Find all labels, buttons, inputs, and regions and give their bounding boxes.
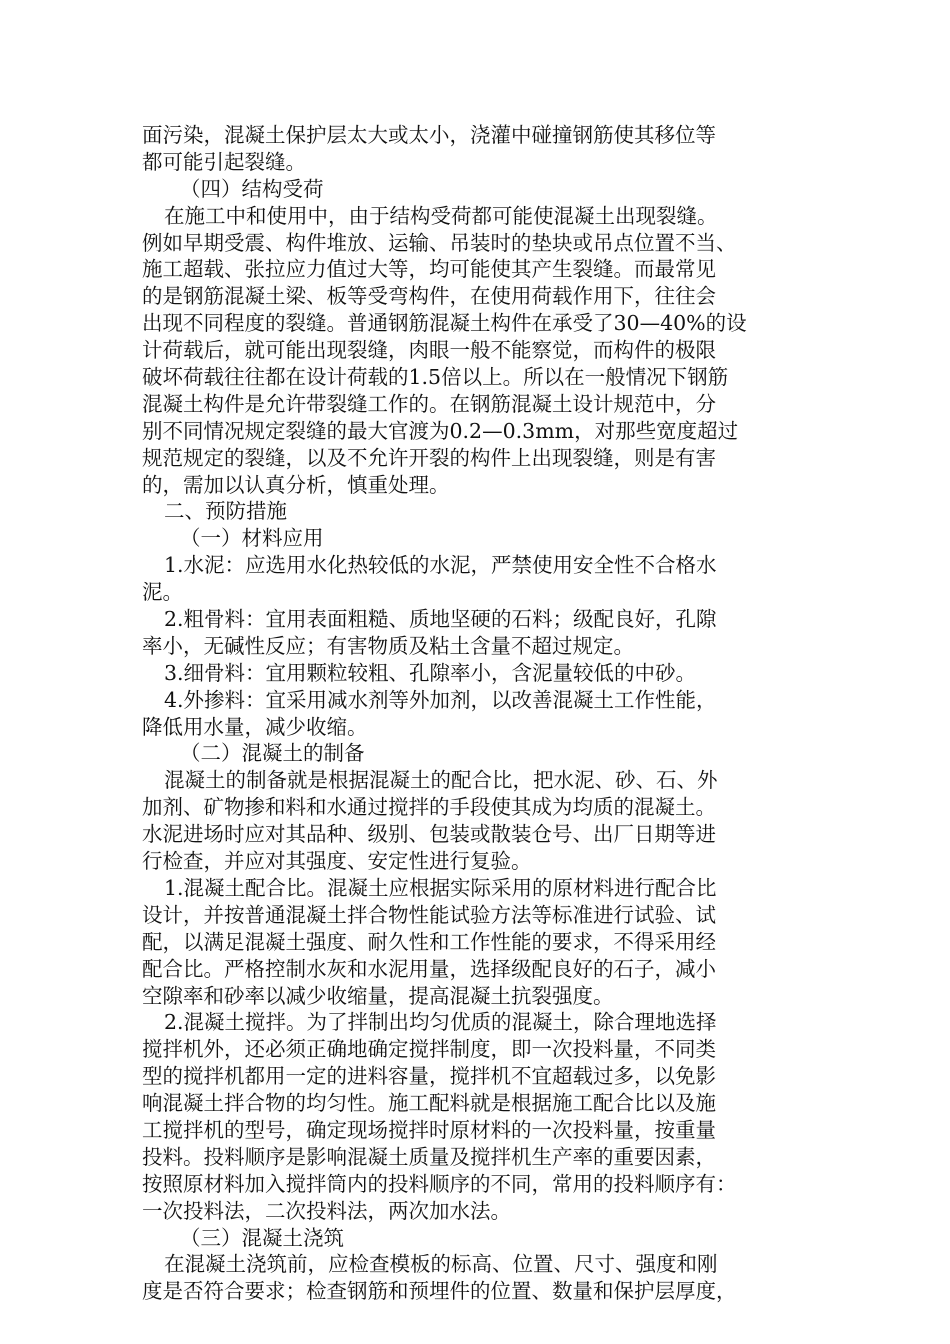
text-line: 施工超载、张拉应力值过大等，均可能使其产生裂缝。而最常见 bbox=[142, 257, 716, 282]
text-line: 的，需加以认真分析，慎重处理。 bbox=[142, 472, 450, 497]
section-heading: （二）混凝土的制备 bbox=[180, 741, 365, 766]
text-line: 配合比。严格控制水灰和水泥用量，选择级配良好的石子，减小 bbox=[142, 956, 716, 981]
text-line: 投料。投料顺序是影响混凝土质量及搅拌机生产率的重要因素， bbox=[142, 1144, 716, 1169]
text-line: 度是否符合要求；检查钢筋和预埋件的位置、数量和保护层厚度， bbox=[142, 1279, 737, 1304]
text-line: 别不同情况规定裂缝的最大官渡为0.2—0.3mm，对那些宽度超过 bbox=[142, 418, 739, 443]
text-line: 1.水泥：应选用水化热较低的水泥，严禁使用安全性不合格水 bbox=[164, 553, 717, 578]
text-line: 出现不同程度的裂缝。普通钢筋混凝土构件在承受了30—40%的设 bbox=[142, 311, 747, 336]
text-line: 3.细骨料：宜用颗粒较粗、孔隙率小，含泥量较低的中砂。 bbox=[164, 660, 697, 685]
text-line: 的是钢筋混凝土梁、板等受弯构件，在使用荷载作用下，往往会 bbox=[142, 284, 716, 309]
text-line: 配，以满足混凝土强度、耐久性和工作性能的要求，不得采用经 bbox=[142, 929, 716, 954]
text-line: 按照原材料加入搅拌筒内的投料顺序的不同，常用的投料顺序有： bbox=[142, 1171, 737, 1196]
text-line: 在施工中和使用中，由于结构受荷都可能使混凝土出现裂缝。 bbox=[164, 203, 718, 228]
document-body bbox=[142, 122, 802, 1305]
text-line: 设计，并按普通混凝土拌合物性能试验方法等标准进行试验、试 bbox=[142, 902, 716, 927]
text-line: 2.粗骨料：宜用表面粗糙、质地坚硬的石料；级配良好，孔隙 bbox=[164, 607, 717, 632]
text-line: 空隙率和砂率以减少收缩量，提高混凝土抗裂强度。 bbox=[142, 983, 614, 1008]
text-line: 混凝土构件是允许带裂缝工作的。在钢筋混凝土设计规范中，分 bbox=[142, 391, 716, 416]
text-line: 面污染，混凝土保护层太大或太小，浇灌中碰撞钢筋使其移位等 bbox=[142, 123, 716, 147]
text-line: 规范规定的裂缝，以及不允许开裂的构件上出现裂缝，则是有害 bbox=[142, 445, 716, 470]
text-line: 降低用水量，减少收缩。 bbox=[142, 714, 368, 739]
text-line: 搅拌机外，还必须正确地确定搅拌制度，即一次投料量，不同类 bbox=[142, 1037, 716, 1062]
text-line: 1.混凝土配合比。混凝土应根据实际采用的原材料进行配合比 bbox=[164, 875, 717, 900]
text-line: 泥。 bbox=[142, 580, 183, 605]
text-line: 型的搅拌机都用一定的进料容量，搅拌机不宜超载过多，以免影 bbox=[142, 1064, 716, 1089]
text-line: 计荷载后，就可能出现裂缝，肉眼一般不能察觉，而构件的极限 bbox=[142, 338, 716, 363]
text-line: 率小，无碱性反应；有害物质及粘土含量不超过规定。 bbox=[142, 633, 634, 658]
text-line: 行检查，并应对其强度、安定性进行复验。 bbox=[142, 849, 532, 874]
text-line: 都可能引起裂缝。 bbox=[142, 149, 306, 174]
text-line: 4.外掺料：宜采用减水剂等外加剂，以改善混凝土工作性能， bbox=[164, 687, 717, 712]
text-line: 破坏荷载往往都在设计荷载的1.5倍以上。所以在一般情况下钢筋 bbox=[142, 365, 729, 390]
text-line: 二、预防措施 bbox=[164, 499, 287, 524]
section-heading: （四）结构受荷 bbox=[180, 176, 324, 201]
text-line: 工搅拌机的型号，确定现场搅拌时原材料的一次投料量，按重量 bbox=[142, 1117, 716, 1142]
text-line: 水泥进场时应对其品种、级别、包装或散装仓号、出厂日期等进 bbox=[142, 822, 716, 847]
text-line: 混凝土的制备就是根据混凝土的配合比，把水泥、砂、石、外 bbox=[164, 768, 718, 793]
text-line: 在混凝土浇筑前，应检查模板的标高、位置、尺寸、强度和刚 bbox=[164, 1252, 718, 1277]
text-line: 响混凝土拌合物的均匀性。施工配料就是根据施工配合比以及施 bbox=[142, 1091, 716, 1116]
text-line: 例如早期受震、构件堆放、运输、吊装时的垫块或吊点位置不当、 bbox=[142, 230, 737, 255]
section-heading: （一）材料应用 bbox=[180, 526, 324, 551]
section-heading: （三）混凝土浇筑 bbox=[180, 1225, 344, 1250]
text-line: 加剂、矿物掺和料和水通过搅拌的手段使其成为均质的混凝土。 bbox=[142, 795, 716, 820]
text-line: 2.混凝土搅拌。为了拌制出均匀优质的混凝土，除合理地选择 bbox=[164, 1010, 717, 1035]
text-line: 一次投料法，二次投料法，两次加水法。 bbox=[142, 1198, 511, 1223]
